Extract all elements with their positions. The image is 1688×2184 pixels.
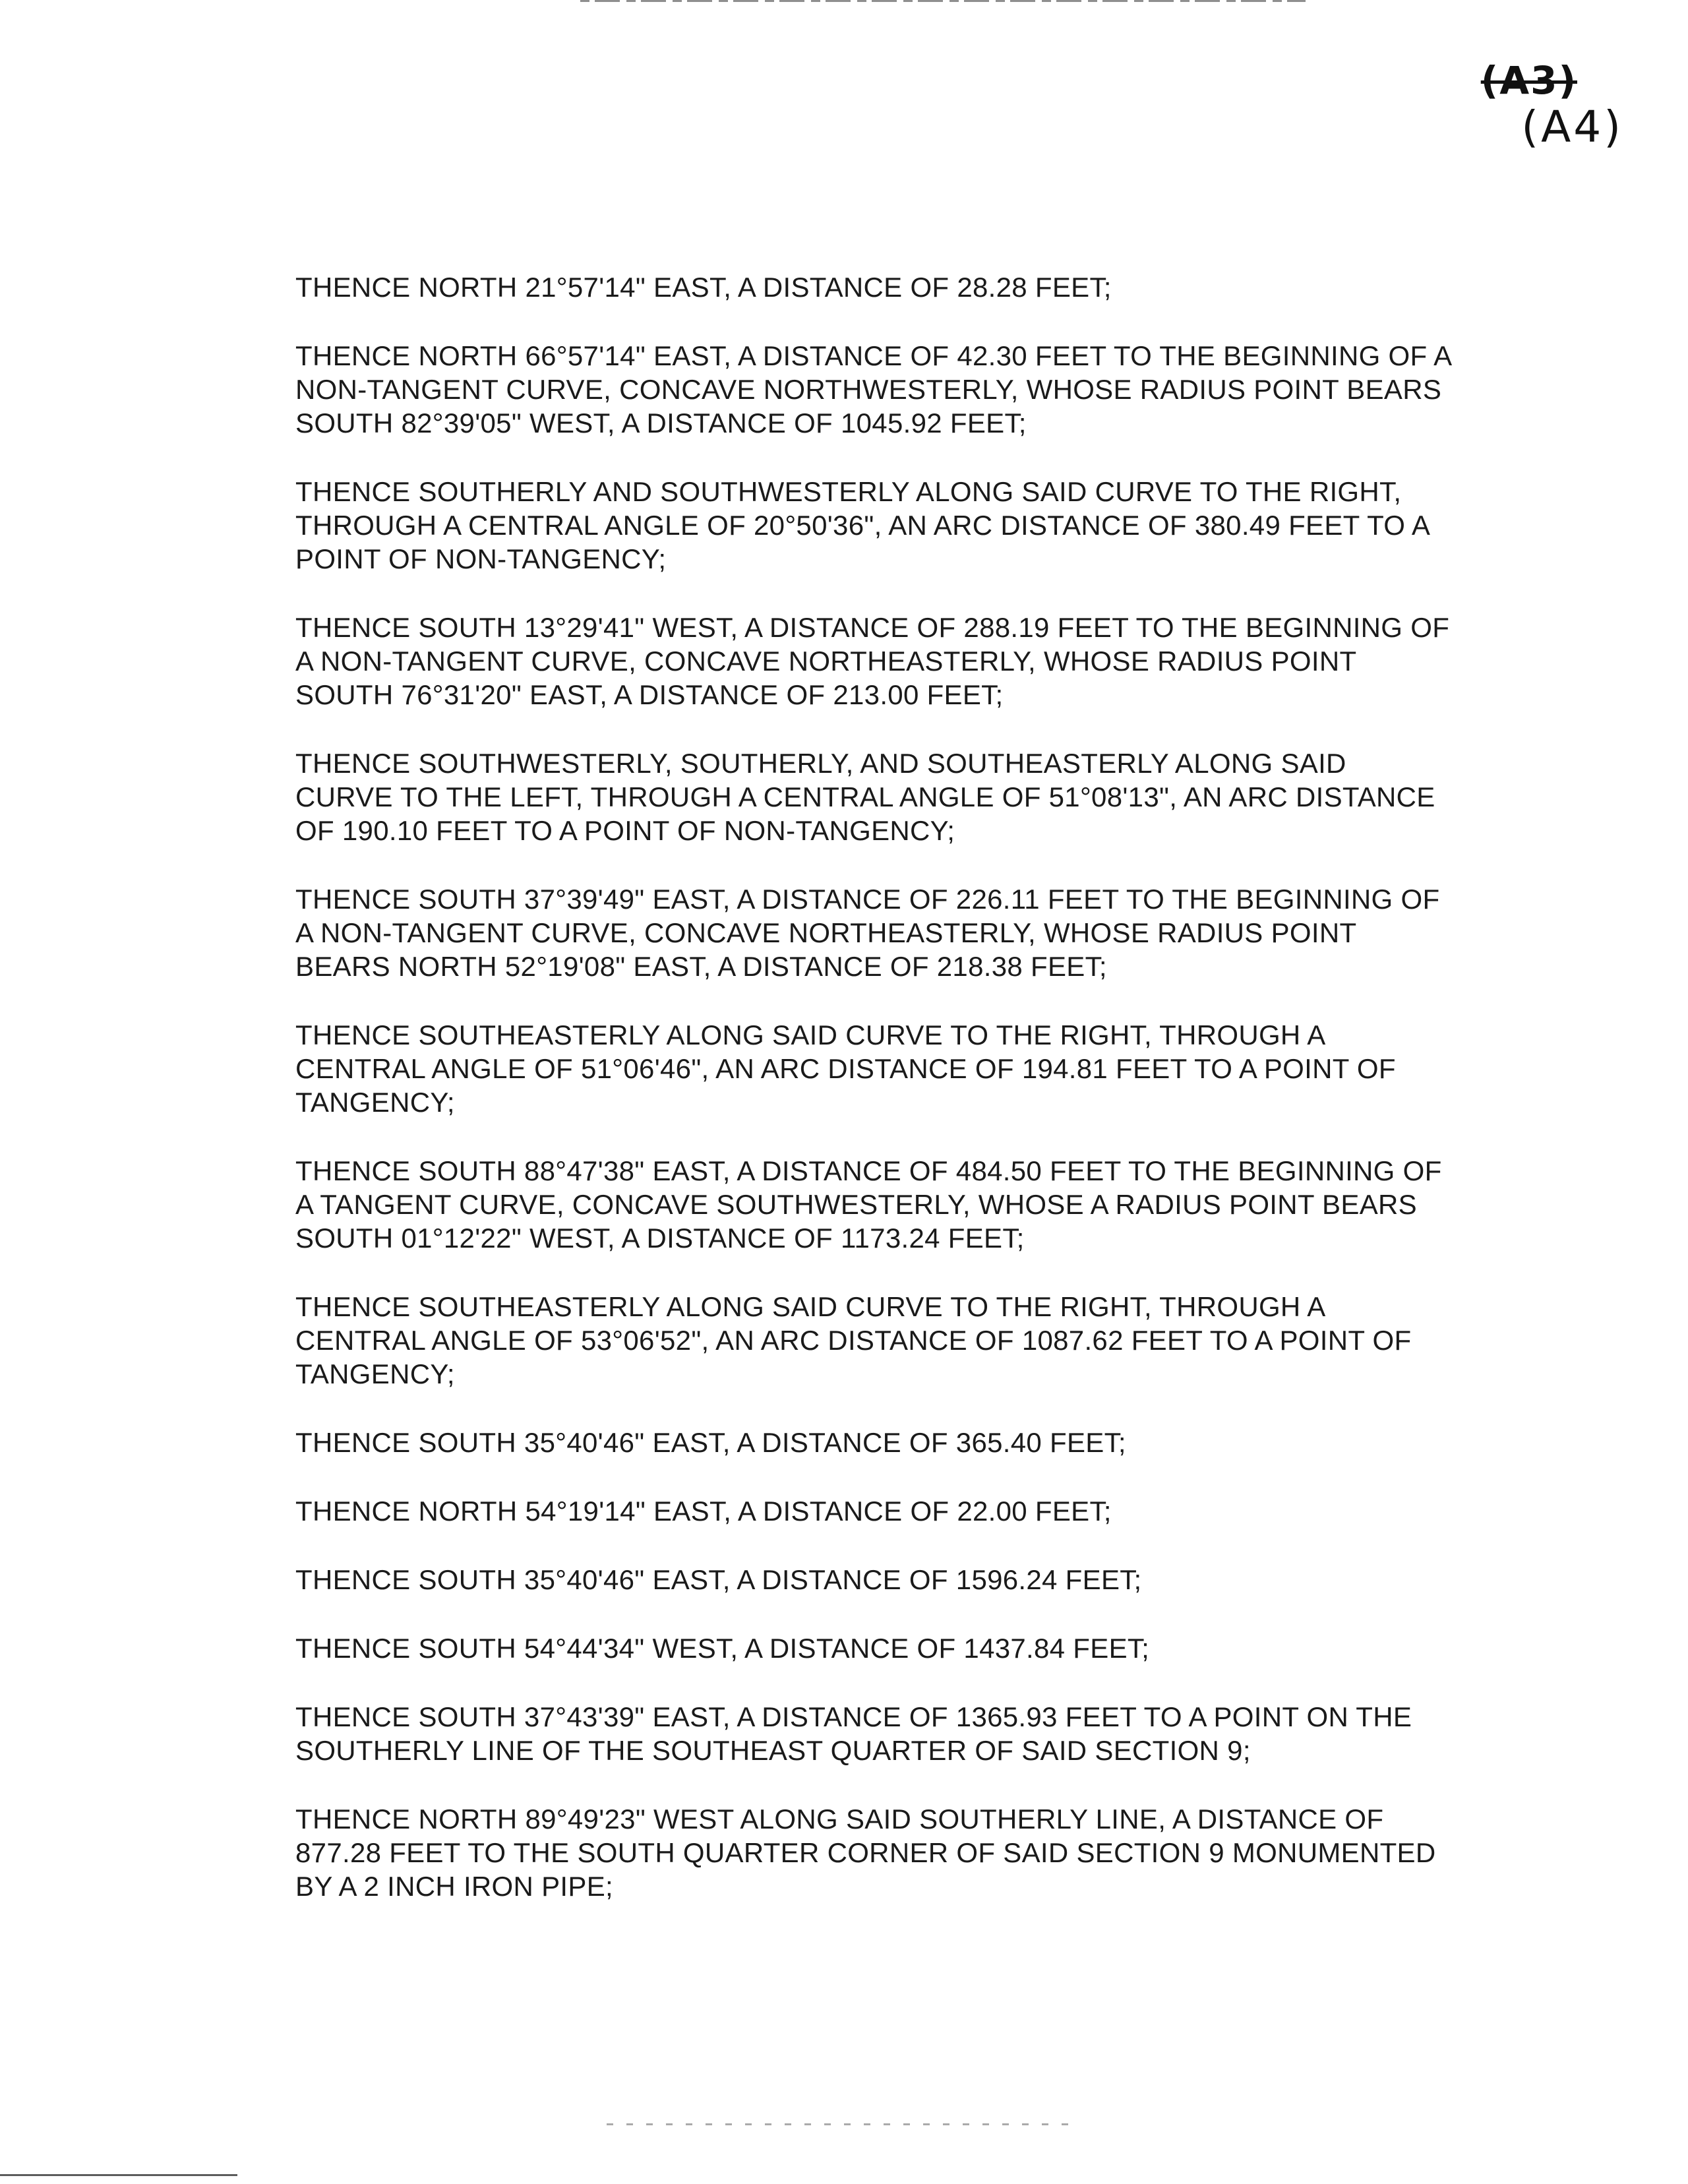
course-paragraph: THENCE SOUTHEASTERLY ALONG SAID CURVE TO THE RIGHT, THROUGH A CENTRAL ANGLE OF 51°06'46", AN ARC DISTANCE OF 194.81 FEET TO A POINT OF TANGENCY;	[295, 1019, 1396, 1118]
course-paragraph: THENCE SOUTH 88°47'38" EAST, A DISTANCE OF 484.50 FEET TO THE BEGINNING OF A TANGENT CURVE, CONCAVE SOUTHWESTERLY, WHOSE A RADIUS POINT BEARS SOUTH 01°12'22" WEST, A DISTANCE OF 1173.24 FEET;	[295, 1155, 1442, 1254]
course-paragraph: THENCE SOUTHWESTERLY, SOUTHERLY, AND SOUTHEASTERLY ALONG SAID CURVE TO THE LEFT, THROUGH A CENTRAL ANGLE OF 51°08'13", AN ARC DISTANCE OF 190.10 FEET TO A POINT OF NON-TANGENCY;	[295, 748, 1435, 846]
course-paragraph: THENCE NORTH 66°57'14" EAST, A DISTANCE OF 42.30 FEET TO THE BEGINNING OF A NON-TANGENT CURVE, CONCAVE NORTHWESTERLY, WHOSE RADIUS POINT BEARS SOUTH 82°39'05" WEST, A DISTANCE OF 1045.92 FEET;	[295, 340, 1453, 439]
course-paragraph: THENCE SOUTHEASTERLY ALONG SAID CURVE TO THE RIGHT, THROUGH A CENTRAL ANGLE OF 53°06'52", AN ARC DISTANCE OF 1087.62 FEET TO A POINT OF TANGENCY;	[295, 1291, 1412, 1389]
course-paragraph: THENCE SOUTH 13°29'41" WEST, A DISTANCE OF 288.19 FEET TO THE BEGINNING OF A NON-TANGENT CURVE, CONCAVE NORTHEASTERLY, WHOSE RADIUS POINT SOUTH 76°31'20" EAST, A DISTANCE OF 213.00 FEET;	[295, 612, 1450, 710]
course-paragraph: THENCE SOUTH 54°44'34" WEST, A DISTANCE OF 1437.84 FEET;	[295, 1633, 1150, 1664]
scan-artifact-top	[580, 0, 1306, 2]
course-paragraph: THENCE SOUTH 35°40'46" EAST, A DISTANCE OF 1596.24 FEET;	[295, 1564, 1142, 1595]
course-paragraph: THENCE SOUTH 37°39'49" EAST, A DISTANCE OF 226.11 FEET TO THE BEGINNING OF A NON-TANGENT CURVE, CONCAVE NORTHEASTERLY, WHOSE RADIUS POINT BEARS NORTH 52°19'08" EAST, A DISTANCE OF 218.38 FEET;	[295, 884, 1440, 982]
course-paragraph: THENCE SOUTH 37°43'39" EAST, A DISTANCE OF 1365.93 FEET TO A POINT ON THE SOUTHERLY LINE OF THE SOUTHEAST QUARTER OF SAID SECTION 9;	[295, 1701, 1412, 1766]
course-paragraph: THENCE NORTH 21°57'14" EAST, A DISTANCE OF 28.28 FEET;	[295, 272, 1112, 303]
page-marker-struck: (A3)	[1480, 58, 1577, 103]
course-paragraph: THENCE NORTH 89°49'23" WEST ALONG SAID SOUTHERLY LINE, A DISTANCE OF 877.28 FEET TO THE SOUTH QUARTER CORNER OF SAID SECTION 9 MONUMENTED BY A 2 INCH IRON PIPE;	[295, 1804, 1436, 1902]
course-paragraph: THENCE SOUTHERLY AND SOUTHWESTERLY ALONG SAID CURVE TO THE RIGHT, THROUGH A CENTRAL ANGLE OF 20°50'36", AN ARC DISTANCE OF 380.49 FEET TO A POINT OF NON-TANGENCY;	[295, 476, 1431, 574]
course-paragraph: THENCE NORTH 54°19'14" EAST, A DISTANCE OF 22.00 FEET;	[295, 1496, 1112, 1527]
page-marker-current: (A4)	[1521, 102, 1623, 152]
scan-artifact-bottom-dash	[607, 2123, 1081, 2125]
page-marker	[1452, 58, 1623, 170]
course-paragraph: THENCE SOUTH 35°40'46" EAST, A DISTANCE OF 365.40 FEET;	[295, 1427, 1126, 1458]
legal-description-body	[295, 270, 1482, 1938]
scan-artifact-bottom	[0, 2174, 237, 2176]
